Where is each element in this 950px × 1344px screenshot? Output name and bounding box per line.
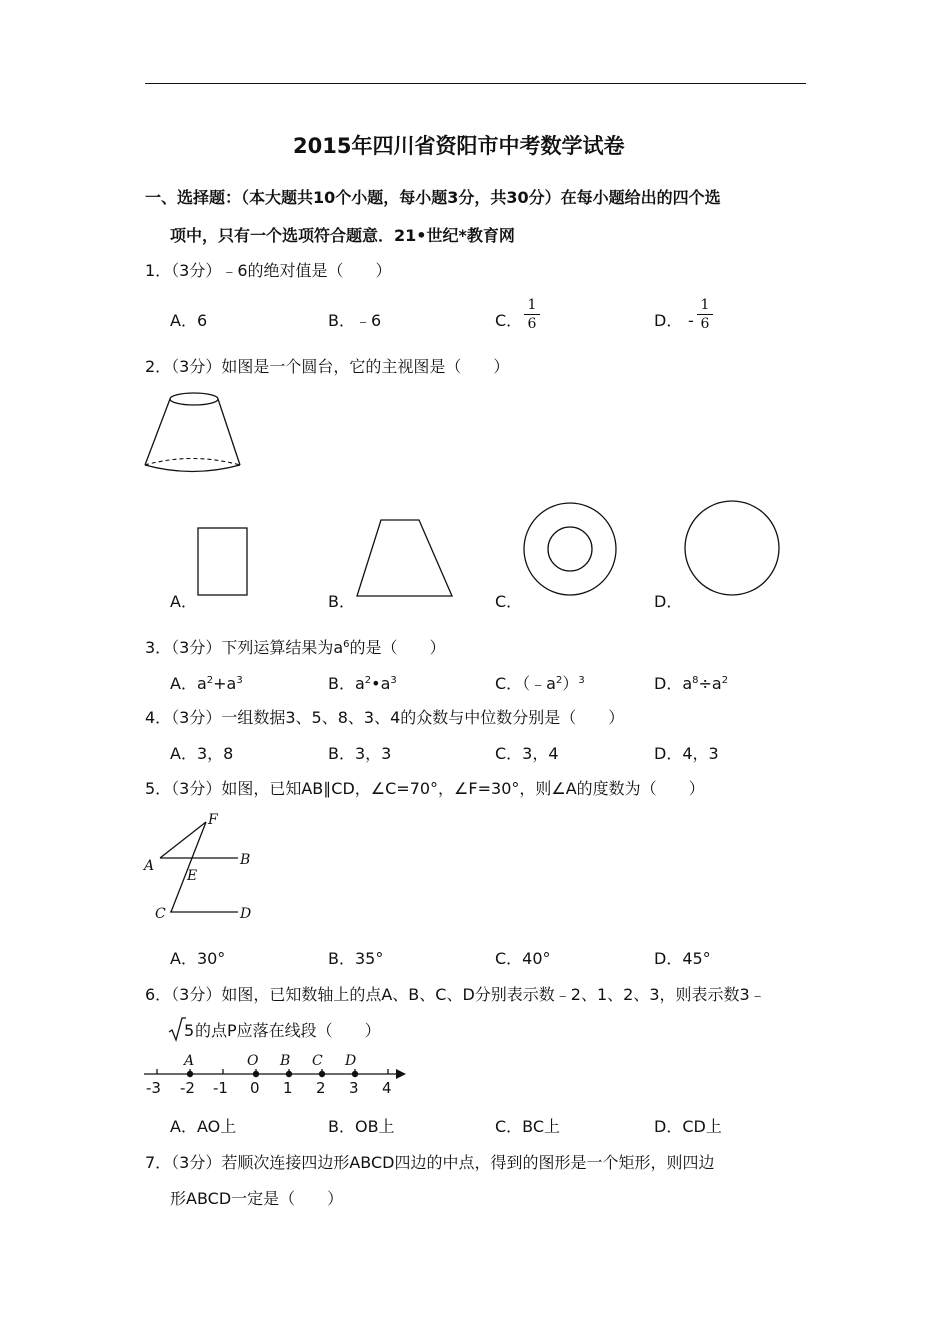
q5-label-c: C <box>155 906 166 922</box>
nl-label-o: O <box>247 1053 259 1069</box>
q3-stem <box>145 638 446 658</box>
nl-point-dot <box>352 1071 358 1077</box>
q1-option-d: D． <box>654 311 683 330</box>
q1-stem: 1．（3分）﹣6的绝对值是（ ） <box>145 261 392 280</box>
nl-label-c: C <box>312 1053 323 1069</box>
q6-option-d: D．CD上 <box>654 1117 722 1136</box>
nl-label-a: A <box>184 1053 195 1069</box>
q6-line1: 6．（3分）如图，已知数轴上的点A、B、C、D分别表示数﹣2、1、2、3，则表示数3﹣ <box>145 985 766 1004</box>
section-heading-line1: 一、选择题：（本大题共10个小题，每小题3分，共30分）在每小题给出的四个选 <box>145 188 721 207</box>
q4-option-c: C．3，4 <box>495 744 559 763</box>
q5-label-f: F <box>208 812 218 828</box>
q5-label-a: A <box>144 858 155 874</box>
q6-line2: 的点P应落在线段（ ） <box>195 1021 381 1040</box>
q4-option-b: B．3，3 <box>328 744 392 763</box>
q5-option-d: D．45° <box>654 949 711 968</box>
q5-stem: 5．（3分）如图，已知AB∥CD，∠C=70°，∠F=30°，则∠A的度数为（ ） <box>145 779 705 798</box>
q7-line1: 7．（3分）若顺次连接四边形ABCD四边的中点，得到的图形是一个矩形，则四边 <box>145 1153 715 1172</box>
q6-sqrt-radicand: 5 <box>184 1021 195 1040</box>
q3-d-pre: D．a <box>654 674 693 693</box>
q2-option-a-rectangle <box>197 527 249 597</box>
q2-option-c: C． <box>495 592 523 611</box>
q3-option-b <box>328 674 397 694</box>
q5-label-d: D <box>240 906 252 922</box>
nl-point-dot <box>253 1071 259 1077</box>
q3-option-c <box>495 674 585 694</box>
nl-num-4: 4 <box>382 1079 392 1097</box>
q3-b-pre: B．a <box>328 674 365 693</box>
nl-num-3: 3 <box>349 1079 359 1097</box>
nl-point-dot <box>286 1071 292 1077</box>
q2-option-a: A． <box>170 592 197 611</box>
q1-c-denominator: 6 <box>527 316 537 332</box>
nl-num-m3: -3 <box>146 1079 161 1097</box>
section-heading-line2: 项中，只有一个选项符合题意．21•世纪*教育网 <box>170 226 515 245</box>
nl-label-b: B <box>280 1053 291 1069</box>
q3-d-e1: 8 <box>692 675 699 686</box>
q3-c-e1: 2 <box>555 675 563 686</box>
nl-num-m1: -1 <box>213 1079 228 1097</box>
q3-d-e2: 2 <box>721 675 729 686</box>
q1-option-c: C． <box>495 311 523 330</box>
q3-a-mid: +a <box>213 674 237 693</box>
frustum-figure <box>140 388 250 478</box>
q5-option-c: C．40° <box>495 949 551 968</box>
q6-option-b: B．OB上 <box>328 1117 395 1136</box>
q3-c-mid: ） <box>562 674 579 693</box>
q3-b-mid: •a <box>371 674 391 693</box>
q1-d-numerator: 1 <box>700 297 710 313</box>
nl-point-dot <box>187 1071 193 1077</box>
q3-c-e2: 3 <box>578 675 585 686</box>
q1-option-c-fraction <box>524 298 540 331</box>
nl-num-m2: -2 <box>180 1079 195 1097</box>
nl-num-2: 2 <box>316 1079 326 1097</box>
q3-stem-exp: 6 <box>343 639 350 650</box>
q3-stem-pre: 3．（3分）下列运算结果为a <box>145 638 344 657</box>
q1-d-denominator: 6 <box>700 316 710 332</box>
page-title: 2015年四川省资阳市中考数学试卷 <box>293 134 625 158</box>
nl-label-d: D <box>345 1053 357 1069</box>
q3-option-d <box>654 674 728 694</box>
nl-num-0: 0 <box>250 1079 260 1097</box>
q4-option-d: D．4，3 <box>654 744 719 763</box>
q2-option-d-circle <box>683 500 783 600</box>
q3-b-e2: 3 <box>390 675 397 686</box>
q2-option-d: D． <box>654 592 683 611</box>
q2-stem: 2．（3分）如图是一个圆台，它的主视图是（ ） <box>145 357 510 376</box>
q1-c-numerator: 1 <box>527 297 537 313</box>
q3-b-e1: 2 <box>364 675 372 686</box>
q7-line2: 形ABCD一定是（ ） <box>170 1189 344 1208</box>
q5-option-a: A．30° <box>170 949 226 968</box>
q4-option-a: A．3，8 <box>170 744 234 763</box>
q1-option-a: A．6 <box>170 311 208 330</box>
q6-option-a: A．AO上 <box>170 1117 237 1136</box>
q3-option-a <box>170 674 243 694</box>
q1-d-sign: - <box>688 311 694 330</box>
q3-d-mid: ÷a <box>698 674 722 693</box>
q6-option-c: C．BC上 <box>495 1117 561 1136</box>
header-rule <box>145 83 806 84</box>
q5-label-b: B <box>240 852 251 868</box>
q3-stem-post: 的是（ ） <box>349 638 446 657</box>
q4-stem: 4．（3分）一组数据3、5、8、3、4的众数与中位数分别是（ ） <box>145 708 625 727</box>
q3-a-e2: 3 <box>236 675 243 686</box>
q1-option-b: B．﹣6 <box>328 311 382 330</box>
q5-label-e: E <box>187 868 198 884</box>
q5-option-b: B．35° <box>328 949 384 968</box>
q3-a-pre: A．a <box>170 674 207 693</box>
q2-option-b-trapezoid <box>355 518 455 598</box>
q2-option-b: B． <box>328 592 355 611</box>
q2-option-c-annulus <box>522 500 622 600</box>
nl-point-dot <box>319 1071 325 1077</box>
q3-c-pre: C．（﹣a <box>495 674 556 693</box>
q3-a-e1: 2 <box>206 675 214 686</box>
nl-num-1: 1 <box>283 1079 293 1097</box>
q1-option-d-fraction <box>697 298 713 331</box>
